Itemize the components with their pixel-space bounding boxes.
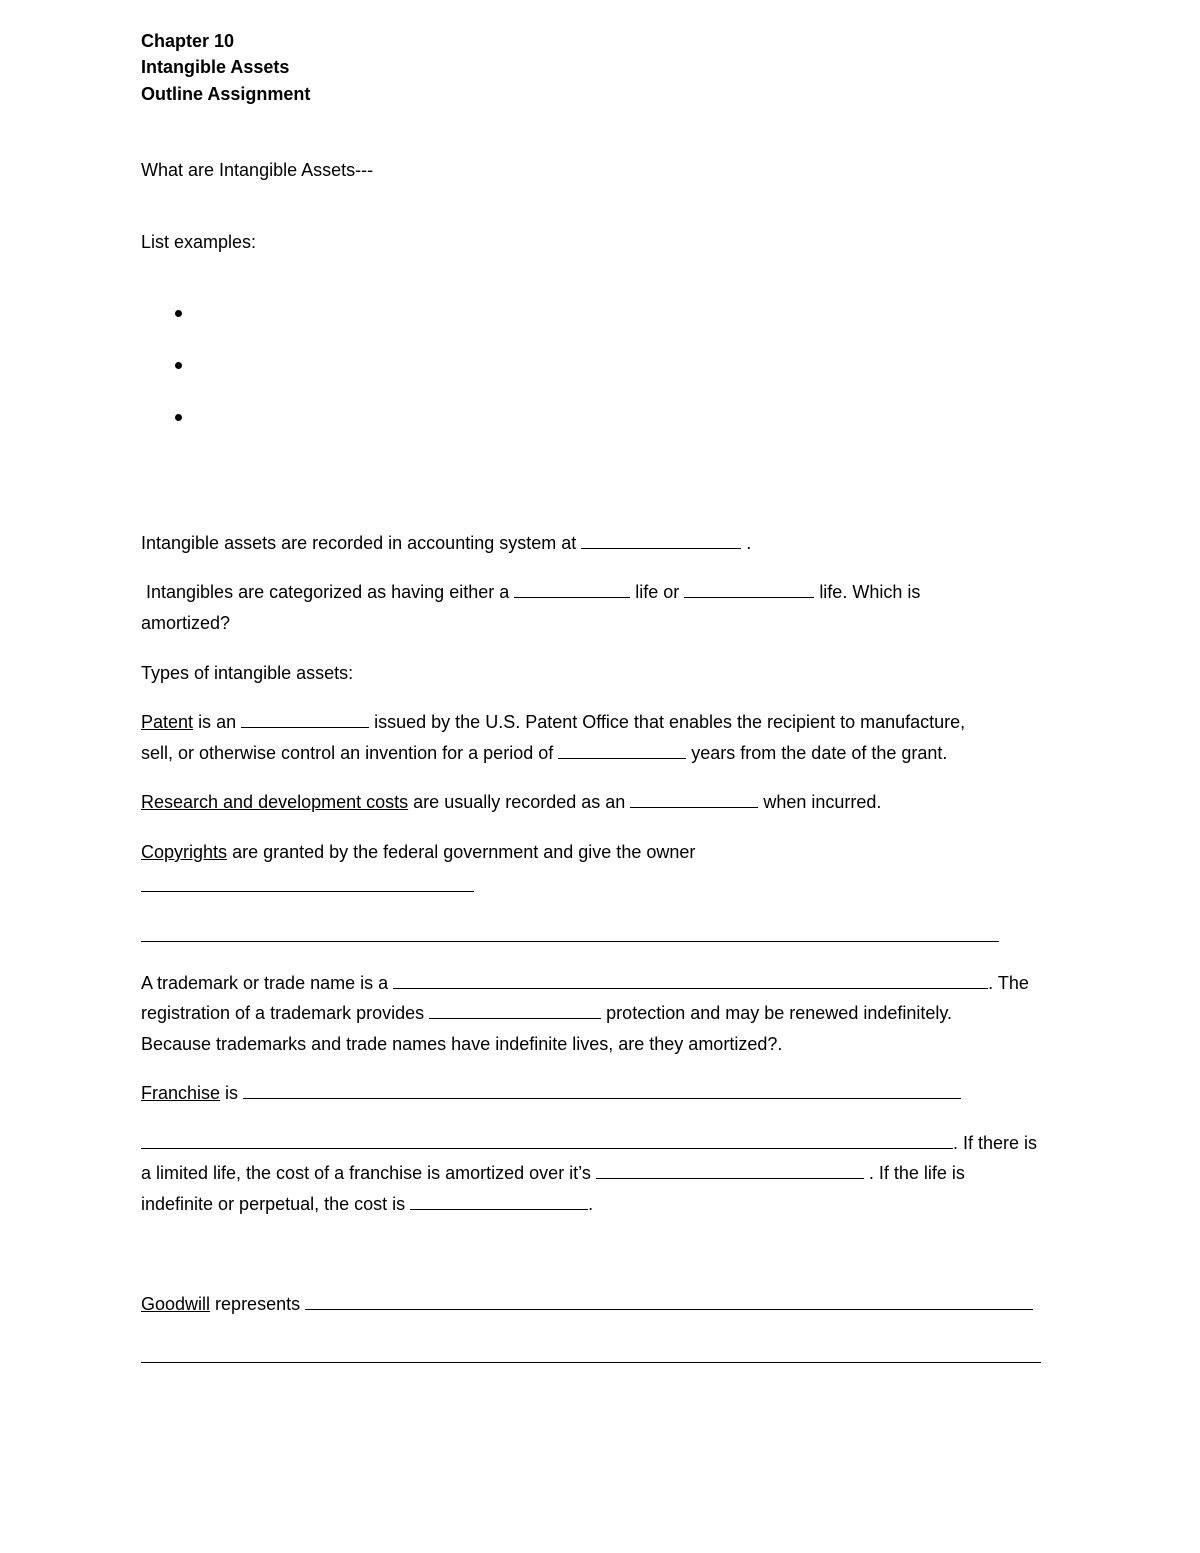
trademark-line-3: Because trademarks and trade names have indefinite lives, are they amortized?. (141, 1034, 783, 1054)
patent-line-2 (141, 742, 947, 764)
goodwill-line (141, 1293, 1033, 1315)
categorized-text-b: life or (635, 582, 680, 602)
franchise-term: Franchise (141, 1083, 221, 1103)
research-text-a: are usually recorded as an (413, 792, 626, 812)
answer-blank[interactable] (558, 743, 686, 759)
answer-blank[interactable] (141, 941, 999, 942)
patent-text-a: is an (198, 712, 237, 732)
trademark-text-a: A trademark or trade name is a (141, 973, 389, 993)
patent-text-d: years from the date of the grant. (691, 743, 948, 763)
chapter-title: Intangible Assets (141, 57, 290, 77)
question-categorized (146, 581, 920, 603)
goodwill-text-a: represents (215, 1294, 301, 1314)
franchise-text-f: . (588, 1194, 594, 1214)
research-term: Research and development costs (141, 792, 409, 812)
answer-blank[interactable] (630, 792, 758, 808)
categorized-text-d: amortized? (141, 613, 231, 633)
copyrights-term: Copyrights (141, 842, 228, 862)
types-heading: Types of intangible assets: (141, 663, 354, 683)
question-recorded-at (141, 532, 751, 554)
answer-blank[interactable] (581, 533, 741, 549)
trademark-text-b: . The (988, 973, 1029, 993)
trademark-line-1 (141, 972, 1029, 994)
answer-blank[interactable] (596, 1163, 864, 1179)
franchise-line-1 (141, 1082, 961, 1104)
goodwill-term: Goodwill (141, 1294, 211, 1314)
franchise-text-a: is (225, 1083, 239, 1103)
franchise-text-e: indefinite or perpetual, the cost is (141, 1194, 406, 1214)
answer-blank[interactable] (429, 1003, 601, 1019)
question-what-are: What are Intangible Assets--- (141, 160, 374, 180)
bullet-icon (175, 362, 182, 369)
franchise-text-d: . If the life is (868, 1163, 965, 1183)
answer-blank[interactable] (514, 582, 630, 598)
answer-blank[interactable] (241, 712, 369, 728)
patent-text-c: sell, or otherwise control an invention for a period of (141, 743, 554, 763)
recorded-at-end: . (746, 533, 752, 553)
answer-blank[interactable] (141, 891, 474, 892)
chapter-number: Chapter 10 (141, 31, 235, 51)
answer-blank[interactable] (393, 973, 988, 989)
patent-line-1 (141, 711, 965, 733)
answer-blank[interactable] (141, 1362, 1041, 1363)
franchise-line-3 (141, 1162, 965, 1184)
question-list-examples: List examples: (141, 232, 257, 252)
answer-blank[interactable] (305, 1294, 1033, 1310)
bullet-icon (175, 310, 182, 317)
franchise-line-4 (141, 1193, 593, 1215)
recorded-at-text: Intangible assets are recorded in accounting system at (141, 533, 577, 553)
trademark-text-d: protection and may be renewed indefinitely. (606, 1003, 953, 1023)
research-line (141, 791, 881, 813)
assignment-title: Outline Assignment (141, 84, 311, 104)
categorized-text-c: life. Which is (819, 582, 921, 602)
patent-text-b: issued by the U.S. Patent Office that enables the recipient to manufacture, (374, 712, 966, 732)
franchise-line-2 (141, 1132, 1037, 1154)
trademark-text-c: registration of a trademark provides (141, 1003, 425, 1023)
answer-blank[interactable] (684, 582, 814, 598)
answer-blank[interactable] (141, 1133, 953, 1149)
copyrights-line (141, 841, 695, 863)
copyrights-text-a: are granted by the federal government and give the owner (232, 842, 696, 862)
trademark-line-2 (141, 1002, 952, 1024)
bullet-icon (175, 414, 182, 421)
answer-blank[interactable] (243, 1083, 961, 1099)
franchise-text-c: a limited life, the cost of a franchise is amortized over it’s (141, 1163, 591, 1183)
categorized-text-a: Intangibles are categorized as having either a (146, 582, 510, 602)
franchise-text-b: . If there is (953, 1133, 1038, 1153)
answer-blank[interactable] (410, 1194, 588, 1210)
patent-term: Patent (141, 712, 194, 732)
research-text-b: when incurred. (763, 792, 882, 812)
